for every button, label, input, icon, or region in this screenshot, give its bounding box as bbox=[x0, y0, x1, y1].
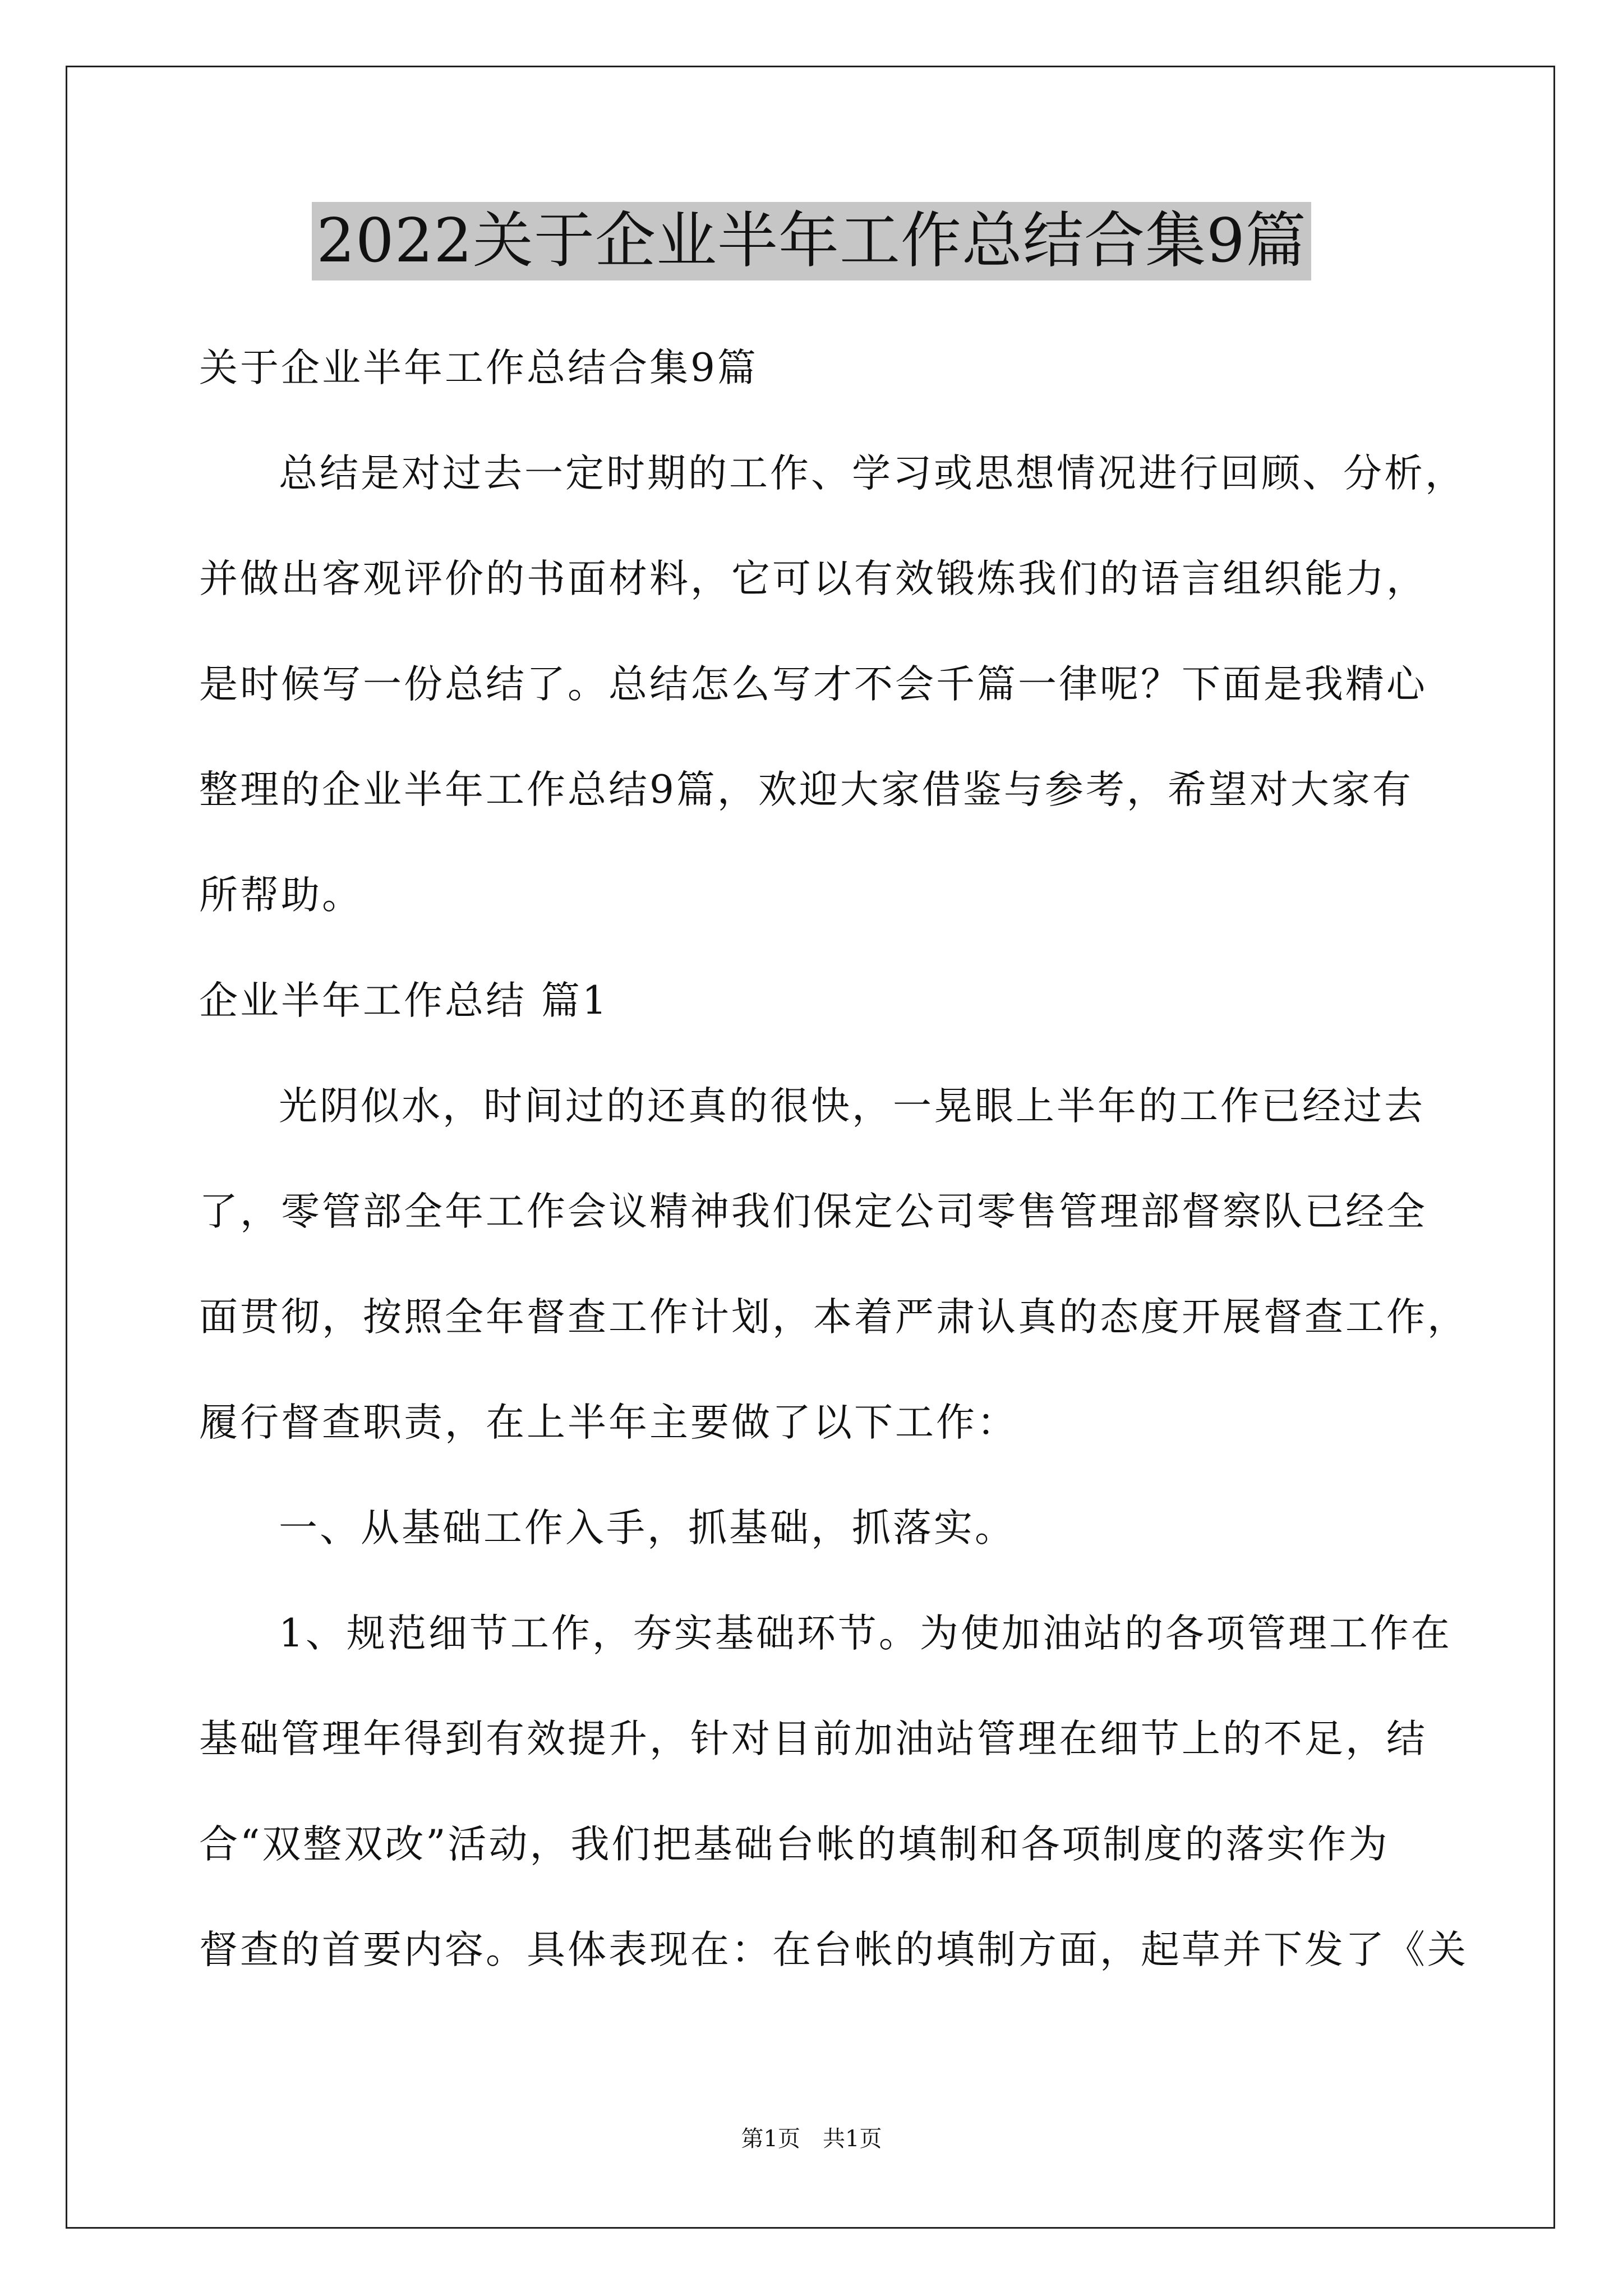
page-footer: 第1页 共1页 bbox=[741, 2126, 882, 2152]
text-line: 企业半年工作总结 篇1 bbox=[199, 978, 609, 1023]
text-line: 光阴似水，时间过的还真的很快，一晃眼上半年的工作已经过去 bbox=[279, 1084, 1425, 1129]
text-line: 基础管理年得到有效提升，针对目前加油站管理在细节上的不足，结 bbox=[199, 1717, 1427, 1761]
text-line: 1、规范细节工作，夯实基础环节。为使加油站的各项管理工作在 bbox=[279, 1611, 1452, 1656]
document-title: 2022关于企业半年工作总结合集9篇 bbox=[312, 202, 1311, 280]
text-line: 整理的企业半年工作总结9篇，欢迎大家借鉴与参考，希望对大家有 bbox=[199, 767, 1413, 812]
text-line: 所帮助。 bbox=[199, 873, 363, 918]
text-line: 关于企业半年工作总结合集9篇 bbox=[199, 346, 758, 390]
text-line: 并做出客观评价的书面材料，它可以有效锻炼我们的语言组织能力， bbox=[199, 556, 1427, 601]
text-line: 督查的首要内容。具体表现在：在台帐的填制方面，起草并下发了《关 bbox=[199, 1927, 1468, 1972]
text-line: 面贯彻，按照全年督查工作计划，本着严肃认真的态度开展督查工作， bbox=[199, 1295, 1468, 1340]
title-area bbox=[0, 202, 1623, 280]
text-line: 一、从基础工作入手，抓基础，抓落实。 bbox=[279, 1506, 1016, 1550]
text-line: 总结是对过去一定时期的工作、学习或思想情况进行回顾、分析， bbox=[279, 451, 1466, 496]
document-body bbox=[199, 315, 1468, 2003]
text-line: 合“双整双改”活动，我们把基础台帐的填制和各项制度的落实作为 bbox=[199, 1822, 1390, 1867]
text-line: 了，零管部全年工作会议精神我们保定公司零售管理部督察队已经全 bbox=[199, 1189, 1427, 1234]
text-line: 履行督查职责，在上半年主要做了以下工作： bbox=[199, 1400, 1018, 1445]
text-line: 是时候写一份总结了。总结怎么写才不会千篇一律呢？下面是我精心 bbox=[199, 662, 1427, 707]
